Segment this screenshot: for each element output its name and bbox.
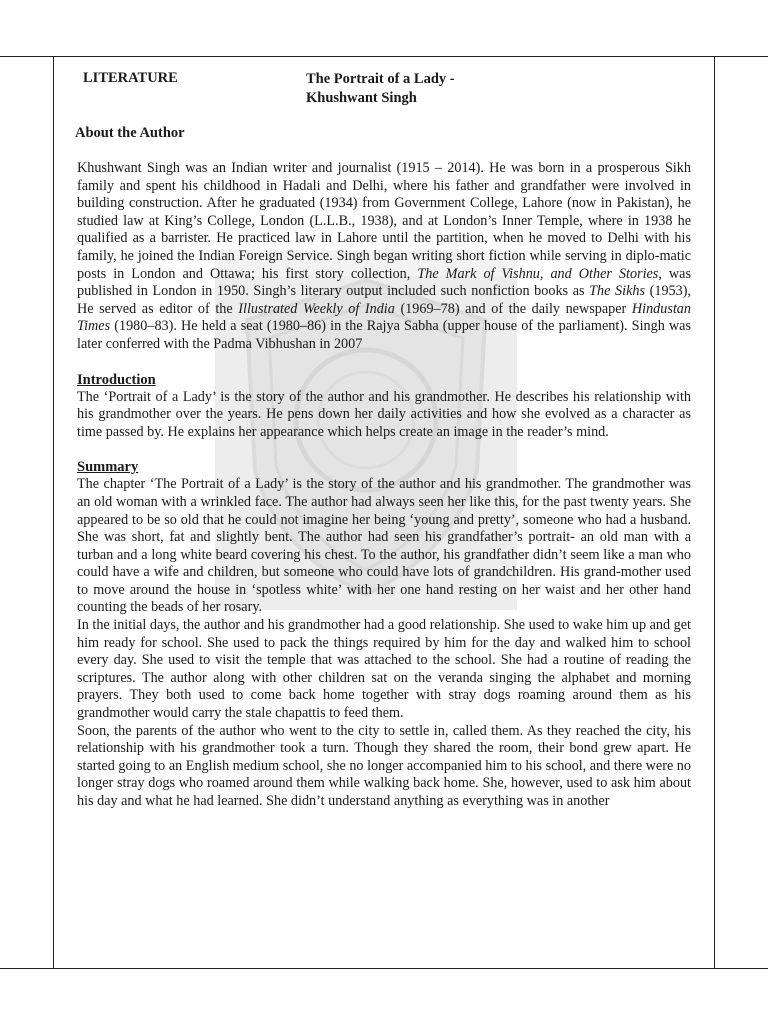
- summary-paragraph-2: In the initial days, the author and his grandmother had a good relationship. She used to wake him up and get him ready for school. She used to pack the things required by him for the day and walked him to school every day. She used to visit the temple that was attached to the school. She had a routine of reading the scriptures. The author along with other children sat on the veranda singing the alphabet and morning prayers. They both used to come back home together with stray dogs roaming around them as his grandmother would carry the stale chapattis to feed them.: [77, 617, 691, 722]
- about-author-heading: About the Author: [75, 125, 185, 141]
- introduction-heading: Introduction: [77, 371, 156, 388]
- chapter-title-line2: Khushwant Singh: [306, 90, 417, 106]
- about-text-3: (1953), He served as editor of the: [77, 283, 691, 317]
- about-text-5: (1980–83). He held a seat (1980–86) in the Rajya Sabha (upper house of the parliament). Singh was later conferred with the Padma Vibhushan in 2007: [77, 318, 691, 352]
- magazine-title-illustrated-weekly: Illustrated Weekly of India: [238, 300, 395, 317]
- chapter-title: [306, 70, 455, 108]
- page-bottom-rule: [0, 968, 768, 969]
- subject-label: LITERATURE: [83, 70, 178, 86]
- about-text-1: Khushwant Singh was an Indian writer and journalist (1915 – 2014). He was born in a prosperous Sikh family and spent his childhood in Hadali and Delhi, where his father and grandfather were involved in building construction. After he graduated (1934) from Government College, Lahore (now in Pakistan), he studied law at King’s College, London (L.L.B., 1938), and at London’s Inner Temple, where in 1938 he qualified as a barrister. He practiced law in Lahore until the partition, when he moved to Delhi with his family, he joined the Indian Foreign Service. Singh began writing short fiction while serving in diplo-matic posts in London and Ottawa; his first story collection,: [77, 160, 691, 282]
- summary-paragraph-1: The chapter ‘The Portrait of a Lady’ is the story of the author and his grandmother. The grandmother was an old woman with a wrinkled face. The author had always seen her like this, for the past twenty years. She appeared to be so old that he could not imagine her being ‘young and pretty’, someone who had a husband. She was short, fat and slightly bent. The author had seen his grandfather’s portrait- an old man with a turban and a long white beard covering his chest. To the author, his grandfather didn’t seem like a man who could have a wife and children, but someone who could have lots of grandchildren. His grand-mother used to move around the house in ‘spotless white’ with her one hand resting on her waist and her other hand counting the beads of her rosary.: [77, 476, 691, 616]
- page-left-rule: [53, 56, 54, 969]
- book-title-mark-of-vishnu: The Mark of Vishnu, and Other Stories: [417, 265, 659, 282]
- page-right-rule: [714, 56, 715, 969]
- about-author-paragraph: [77, 160, 691, 354]
- document-header: [77, 70, 691, 110]
- book-title-the-sikhs: The Sikhs: [589, 283, 645, 300]
- summary-heading: Summary: [77, 459, 139, 476]
- about-text-4: (1969–78) and of the daily newspaper: [394, 300, 632, 317]
- document-body: [77, 70, 691, 811]
- summary-paragraph-3: Soon, the parents of the author who went to the city to settle in, called them. As they reached the city, his relationship with his grandmother took a turn. Though they shared the room, their bond grew apart. He started going to an English medium school, she no longer accompanied him to his school, and there were no longer stray dogs who roamed around them while walking back home. She, however, used to ask him about his day and what he had learned. She didn’t understand anything as everything was in another: [77, 722, 691, 809]
- chapter-title-line1: The Portrait of a Lady -: [306, 71, 455, 87]
- newspaper-title-hindustan-times: Hindustan Times: [77, 300, 691, 335]
- about-text-2: , was published in London in 1950. Singh’s literary output included such nonfiction books as: [77, 265, 691, 300]
- introduction-paragraph: The ‘Portrait of a Lady’ is the story of the author and his grandmother. He describes his relationship with his grandmother over the years. He pens down her daily activities and how she evolved as a character as time passed by. He explains her appearance which helps create an image in the reader’s mind.: [77, 388, 691, 440]
- page-top-rule: [0, 56, 768, 57]
